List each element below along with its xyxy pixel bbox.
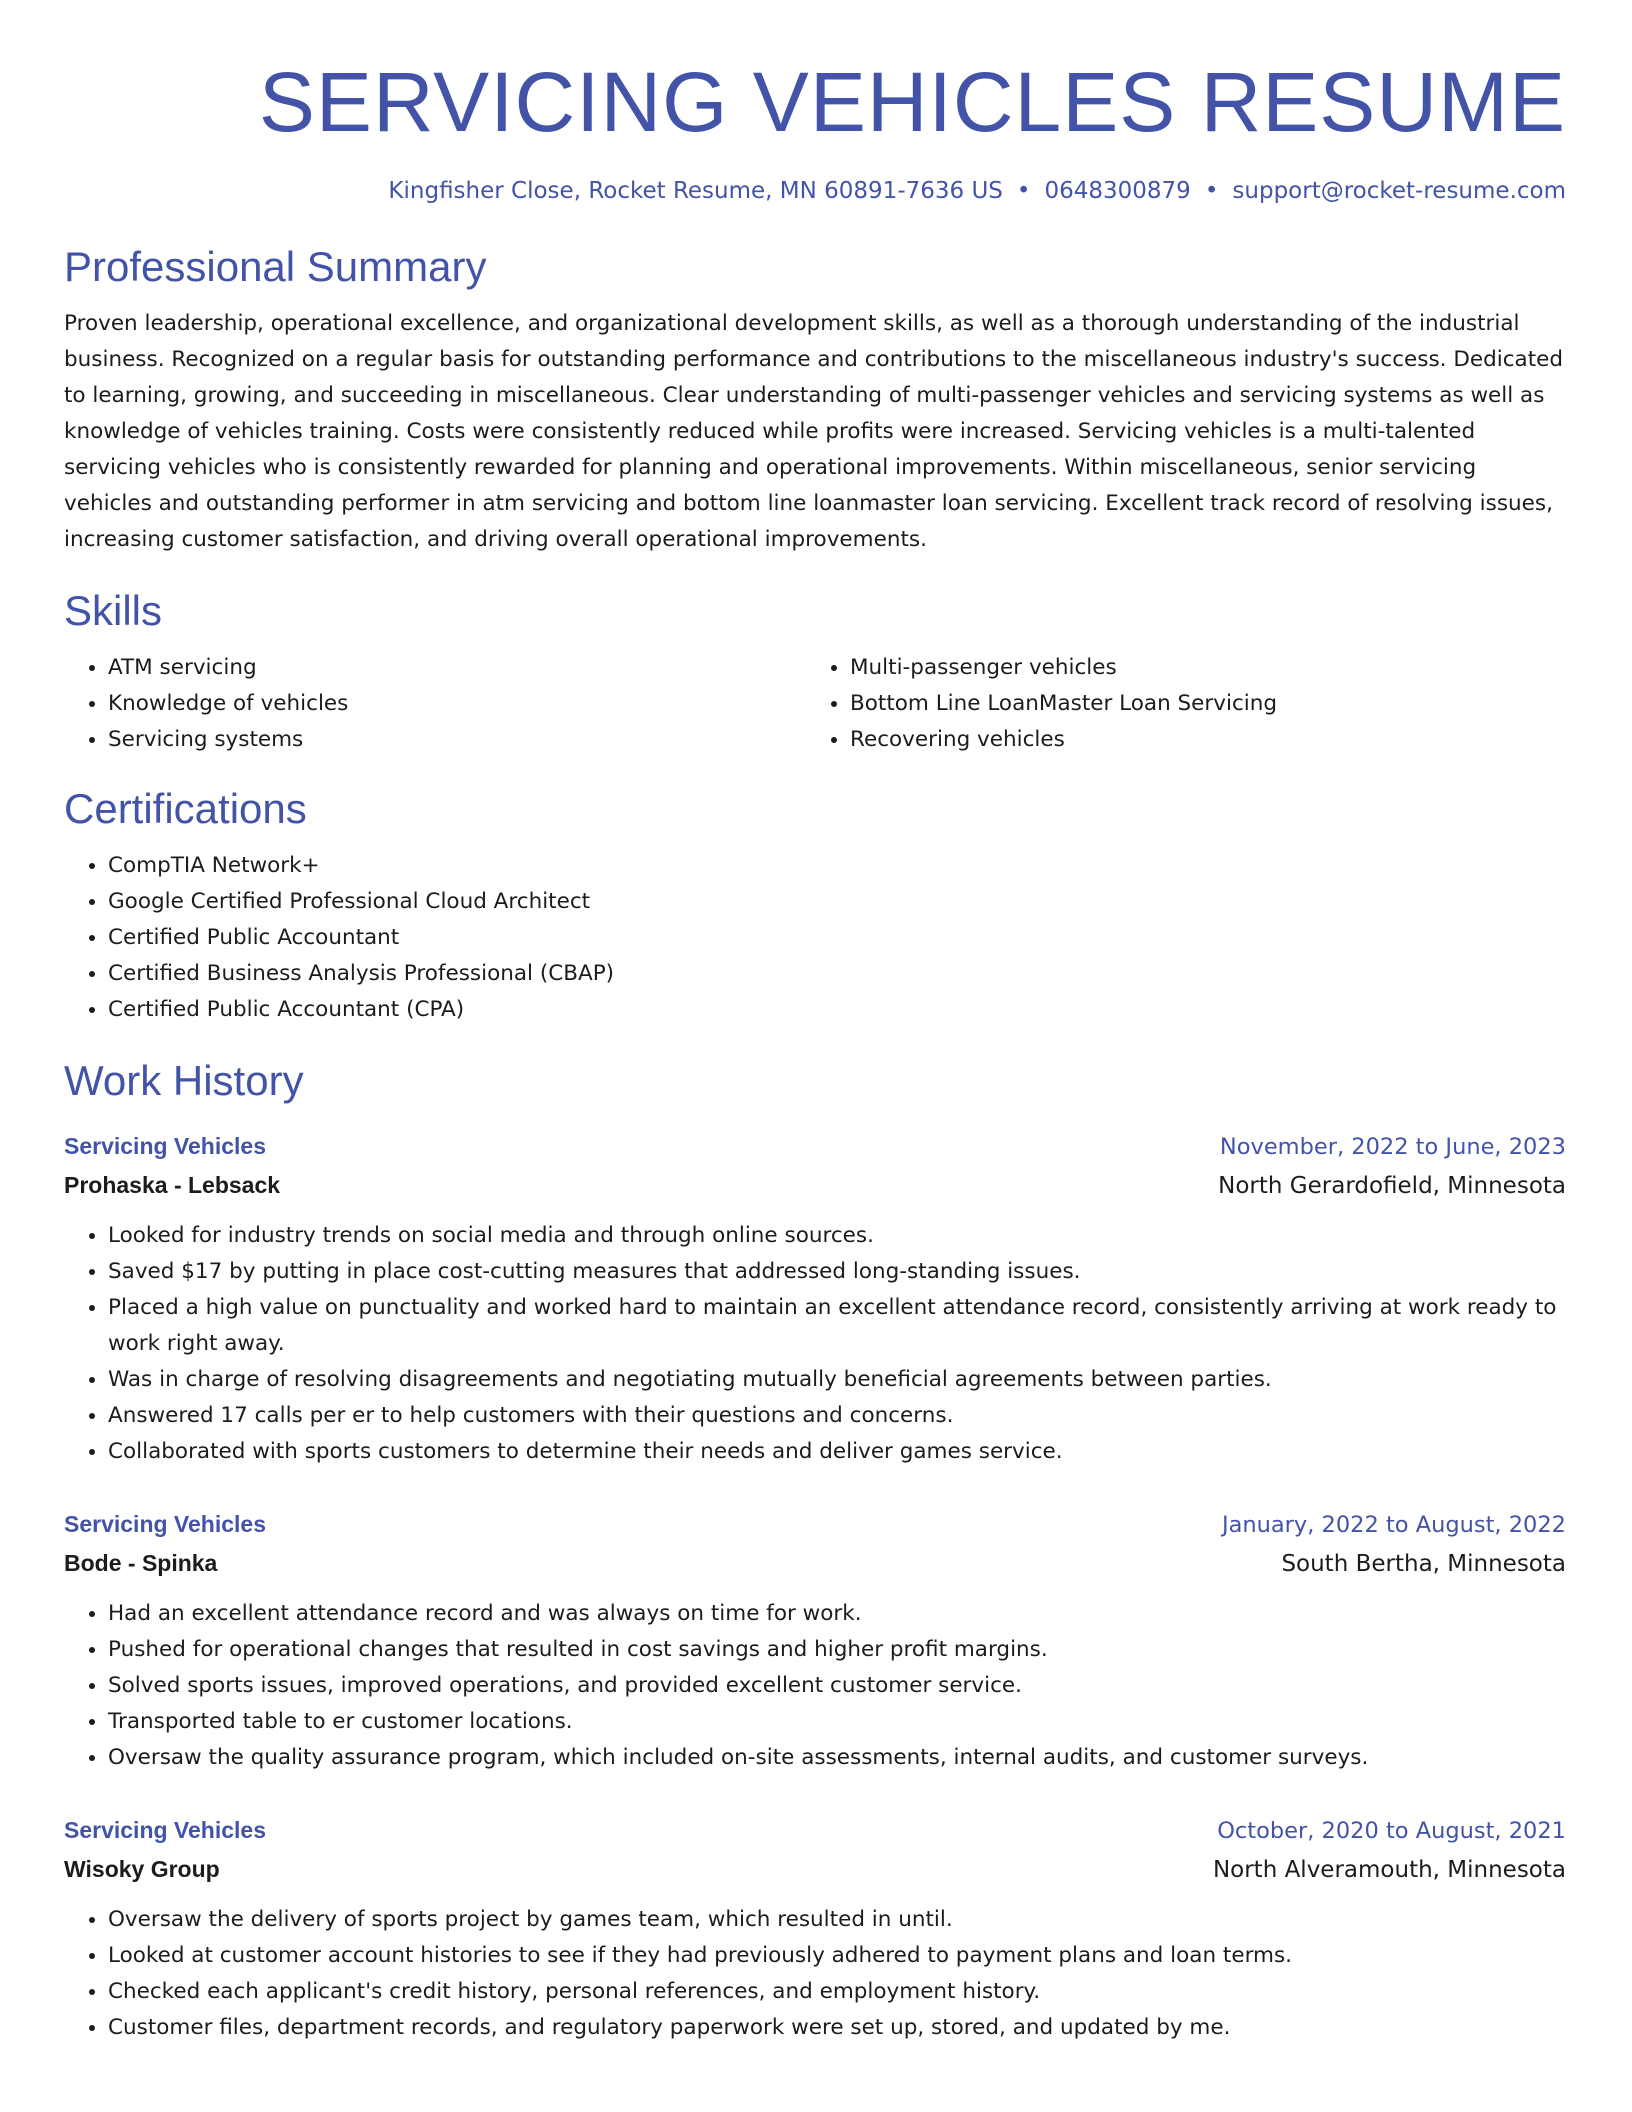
skill-item: • Multi-passenger vehicles — [850, 650, 1548, 686]
resume-page — [64, 0, 1566, 2046]
contact-line — [64, 175, 1566, 207]
job-header-row — [64, 1812, 1566, 1849]
job-company: Wisoky Group — [64, 1856, 220, 1882]
certification-item: • Google Certified Professional Cloud Architect — [108, 884, 1566, 920]
job-bullet: • Pushed for operational changes that resulted in cost savings and higher profit margins. — [108, 1632, 1566, 1668]
job-title: Servicing Vehicles — [64, 1133, 267, 1159]
skill-item: • Bottom Line LoanMaster Loan Servicing — [850, 686, 1548, 722]
contact-email[interactable]: support@rocket-resume.com — [1232, 178, 1566, 204]
job-company-row — [64, 1849, 1566, 1890]
job-entry — [64, 1506, 1566, 1776]
skills-grid — [64, 650, 1566, 758]
job-bullet: • Collaborated with sports customers to determine their needs and deliver games service. — [108, 1434, 1566, 1470]
job-bullet: • Customer files, department records, and regulatory paperwork were set up, stored, and updated by me. — [108, 2010, 1566, 2046]
job-header-row — [64, 1128, 1566, 1165]
job-company: Prohaska - Lebsack — [64, 1172, 281, 1198]
skill-item: • ATM servicing — [108, 650, 806, 686]
job-bullet: • Had an excellent attendance record and was always on time for work. — [108, 1596, 1566, 1632]
skill-item: • Recovering vehicles — [850, 722, 1548, 758]
summary-text: Proven leadership, operational excellence, and organizational development skills, as well as a thorough understanding of the industrial business. Recognized on a regular basis for outstanding performance and contributions to the miscellaneous industry's success. Dedicated to learning, growing, and succeeding in miscellaneous. Clear understanding of multi-passenger vehicles and servicing systems as well as knowledge of vehicles training. Costs were consistently reduced while profits were increased. Servicing vehicles is a multi-talented servicing vehicles who is consistently rewarded for planning and operational improvements. Within miscellaneous, senior servicing vehicles and outstanding performer in atm servicing and bottom line loanmaster loan servicing. Excellent track record of resolving issues, increasing customer satisfaction, and driving overall operational improvements. — [64, 311, 1564, 552]
job-title: Servicing Vehicles — [64, 1817, 267, 1843]
job-bullet: • Oversaw the delivery of sports project by games team, which resulted in until. — [108, 1902, 1566, 1938]
job-bullet: • Was in charge of resolving disagreements and negotiating mutually beneficial agreements between parties. — [108, 1362, 1566, 1398]
skills-heading: Skills — [64, 587, 163, 634]
contact-address: Kingfisher Close, Rocket Resume, MN 60891-7636 US — [388, 178, 1003, 204]
job-company: Bode - Spinka — [64, 1550, 218, 1576]
job-bullets — [64, 1218, 1566, 1470]
work-history-heading: Work History — [64, 1057, 304, 1104]
certification-item: • Certified Public Accountant — [108, 920, 1566, 956]
job-location: South Bertha, Minnesota — [1281, 1551, 1566, 1577]
job-bullets — [64, 1902, 1566, 2046]
contact-separator: • — [1016, 178, 1031, 204]
job-bullet: • Placed a high value on punctuality and worked hard to maintain an excellent attendance record, consistently arriving at work ready to work right away. — [108, 1290, 1566, 1362]
job-bullet: • Checked each applicant's credit history, personal references, and employment history. — [108, 1974, 1566, 2010]
job-company-row — [64, 1165, 1566, 1206]
certification-item: • Certified Public Accountant (CPA) — [108, 992, 1566, 1028]
job-header-row — [64, 1506, 1566, 1543]
job-entry — [64, 1812, 1566, 2046]
skills-column-left — [64, 650, 806, 758]
job-bullets — [64, 1596, 1566, 1776]
certifications-heading: Certifications — [64, 785, 307, 832]
skills-column-right — [806, 650, 1548, 758]
job-company-row — [64, 1543, 1566, 1584]
summary-heading: Professional Summary — [64, 243, 487, 290]
job-location: North Alveramouth, Minnesota — [1212, 1857, 1566, 1883]
job-title: Servicing Vehicles — [64, 1511, 267, 1537]
job-bullet: • Looked at customer account histories to see if they had previously adhered to payment plans and loan terms. — [108, 1938, 1566, 1974]
skill-item: • Knowledge of vehicles — [108, 686, 806, 722]
job-bullet: • Oversaw the quality assurance program, which included on-site assessments, internal audits, and customer surveys. — [108, 1740, 1566, 1776]
job-entry — [64, 1128, 1566, 1470]
job-location: North Gerardofield, Minnesota — [1218, 1173, 1566, 1199]
skill-item: • Servicing systems — [108, 722, 806, 758]
job-bullet: • Looked for industry trends on social media and through online sources. — [108, 1218, 1566, 1254]
contact-phone: 0648300879 — [1044, 178, 1191, 204]
job-bullet: • Answered 17 calls per er to help customers with their questions and concerns. — [108, 1398, 1566, 1434]
resume-name: SERVICING VEHICLES RESUME — [258, 55, 1566, 149]
job-bullet: • Transported table to er customer locations. — [108, 1704, 1566, 1740]
certifications-list — [64, 848, 1566, 1028]
job-dates: November, 2022 to June, 2023 — [1219, 1134, 1566, 1160]
contact-separator: • — [1204, 178, 1219, 204]
job-dates: October, 2020 to August, 2021 — [1217, 1818, 1566, 1844]
job-dates: January, 2022 to August, 2022 — [1221, 1512, 1566, 1538]
job-bullet: • Solved sports issues, improved operations, and provided excellent customer service. — [108, 1668, 1566, 1704]
certification-item: • CompTIA Network+ — [108, 848, 1566, 884]
certification-item: • Certified Business Analysis Professional (CBAP) — [108, 956, 1566, 992]
job-bullet: • Saved $17 by putting in place cost-cutting measures that addressed long-standing issues. — [108, 1254, 1566, 1290]
